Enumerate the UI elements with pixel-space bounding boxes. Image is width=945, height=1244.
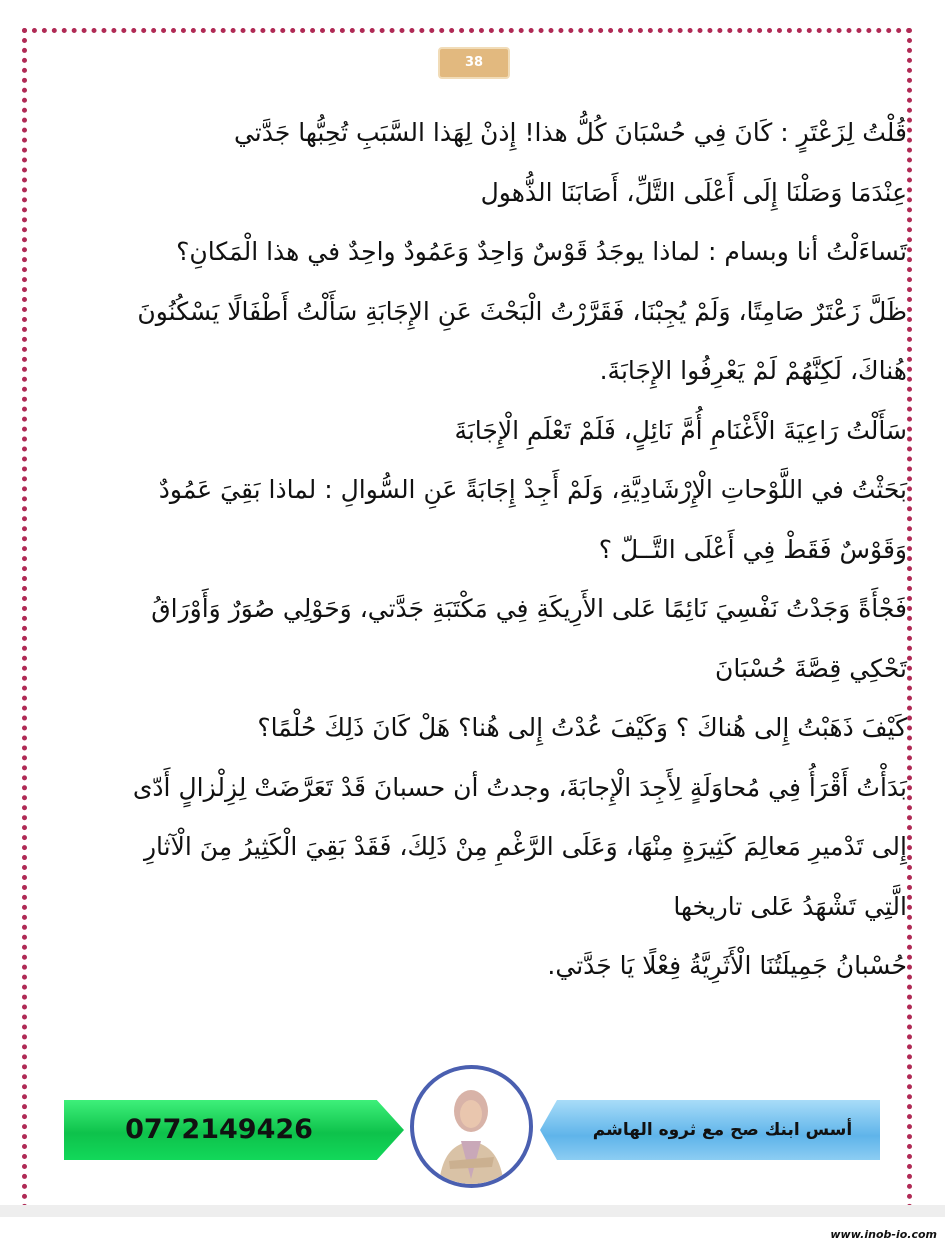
text-line: قُلْتُ لِزَعْتَرٍ : كَانَ فِي حُسْبَانَ كُلُّ هذا! إِذنْ لِهَذا السَّبَبِ تُحِبُّها جَدَّتي xyxy=(233,118,907,147)
text-line: بَحَثْتُ في اللَّوْحاتِ الْإِرْشَادِيَّةِ، وَلَمْ أَجِدْ إِجَابَةً عَنِ السُّوالِ : لماذا بَقِيَ عَمُودٌ xyxy=(158,475,907,504)
slogan-text: أسس ابنك صح مع ثروه الهاشم xyxy=(592,1120,853,1140)
text-line: كَيْفَ ذَهَبْتُ إِلى هُناكَ ؟ وَكَيْفَ عُدْتُ إِلى هُنا؟ هَلْ كَانَ ذَلِكَ حُلْمًا؟ xyxy=(257,713,907,742)
text-line: تَحْكِي قِصَّةَ حُسْبَانَ xyxy=(715,653,907,683)
teacher-photo xyxy=(410,1065,533,1188)
text-line: سَأَلْتُ رَاعِيَةَ الْأَغْنَامِ أُمَّ نَائِلٍ، فَلَمْ تَعْلَمِ الْإِجَابَةَ xyxy=(454,415,907,445)
text-line: هُناكَ، لَكِنَّهُمْ لَمْ يَعْرِفُوا الإِجَابَةَ. xyxy=(599,356,907,385)
website-link[interactable]: www.inob-io.com xyxy=(830,1228,937,1241)
text-line: تَساءَلْتُ أنا وبسام : لماذا يوجَدُ قَوْسٌ وَاحِدٌ وَعَمُودٌ واحِدٌ في هذا الْمَكانِ؟ xyxy=(176,237,907,266)
text-line: إِلى تَدْميرِ مَعالِمَ كَثِيرَةٍ مِنْهَا، وَعَلَى الرَّغْمِ مِنْ ذَلِكَ، فَقَدْ بَقِيَ الْكَثِيرُ مِنَ الْآثارِ xyxy=(143,832,907,861)
text-line: الَّتِي تَشْهَدُ عَلى تاريخها xyxy=(673,891,907,921)
footer-divider xyxy=(0,1205,945,1217)
page-number-badge: 38 xyxy=(438,47,510,79)
text-line: حُسْبانُ جَمِيلَتُنَا الْأَثَرِيَّةُ فِعْلًا يَا جَدَّتي. xyxy=(547,951,907,980)
text-line: فَجْأَةً وَجَدْتُ نَفْسِيَ نَائِمًا عَلى الأَرِيكَةِ فِي مَكْتَبَةِ جَدَّتي، وَحَوْلِي صُوَرٌ وَأَوْرَاقُ xyxy=(151,594,907,623)
phone-number: 0772149426 xyxy=(125,1114,313,1145)
story-text xyxy=(37,103,907,996)
text-line: ظَلَّ زَعْتَرٌ صَامِتًا، وَلَمْ يُجِبْنَا، فَقَرَّرْتُ الْبَحْثَ عَنِ الإِجَابَةِ سَأَلْتُ أَطْفَالًا يَسْكُنُونَ xyxy=(137,296,907,326)
text-line: عِنْدَمَا وَصَلْنَا إِلَى أَعْلَى التَّلِّ، أَصَابَنَا الذُّهول xyxy=(480,177,907,207)
person-illustration-icon xyxy=(414,1069,529,1184)
text-line: بَدَأْتُ أَقْرَأُ فِي مُحاوَلَةٍ لِأَجِدَ الْإِجابَةَ، وجدتُ أن حسبانَ قَدْ تَعَرَّضَتْ لِزِلْزالٍ أَدّى xyxy=(132,772,907,802)
text-line: وَقَوْسٌ فَقَطْ فِي أَعْلَى التَّــلّ ؟ xyxy=(598,534,907,564)
